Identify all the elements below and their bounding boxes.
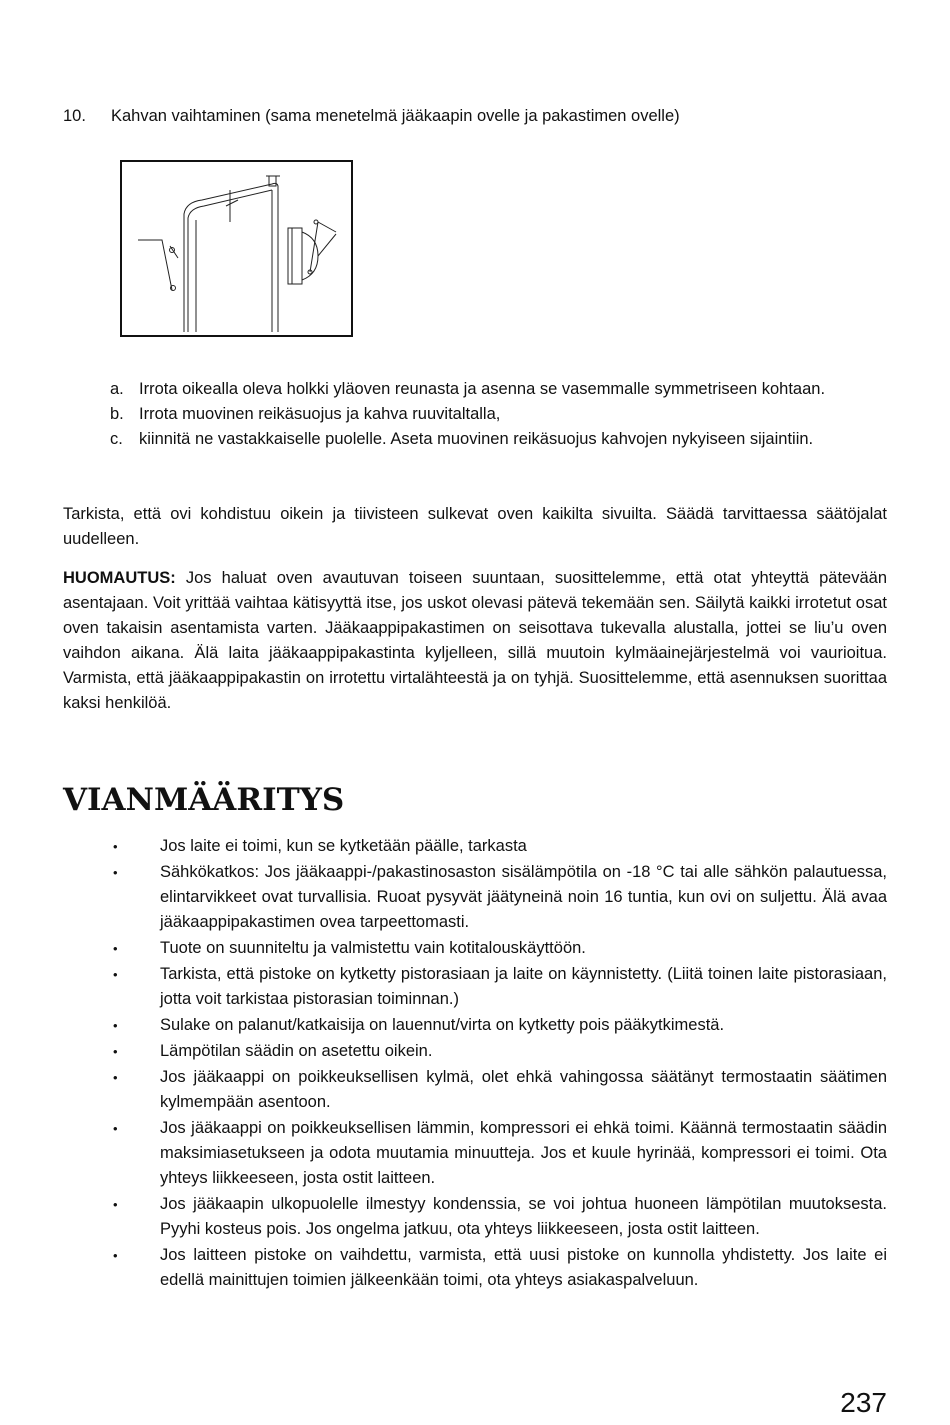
step-text: Irrota muovinen reikäsuojus ja kahva ruuvitaltalla, [139,405,501,423]
bullet-icon: • [113,1018,118,1033]
bullet-icon: • [113,967,118,982]
bullet-icon: • [113,865,118,880]
bullet-icon: • [113,1121,118,1136]
troubleshooting-title: VIANMÄÄRITYS [63,782,345,818]
list-item [110,1013,887,1038]
list-item [110,936,887,961]
bullet-icon: • [113,839,118,854]
list-item-text: Sulake on palanut/katkaisija on lauennut/virta on kytketty pois pääkytkimestä. [160,1016,725,1034]
bullet-icon: • [113,941,118,956]
section-title: Kahvan vaihtaminen (sama menetelmä jääkaapin ovelle ja pakastimen ovelle) [111,107,680,125]
bullet-icon: • [113,1248,118,1263]
step-letter: b. [110,405,124,423]
note-label: HUOMAUTUS: [63,569,176,587]
step-letter: a. [110,380,124,398]
list-item [110,1116,887,1191]
list-item-text: Tarkista, että pistoke on kytketty pistorasiaan ja laite on käynnistetty. (Liitä toinen laite pistorasiaan, jotta voit tarkistaa pistorasian toiminnan.) [160,965,887,1008]
list-item-text: Tuote on suunniteltu ja valmistettu vain kotitalouskäyttöön. [160,939,586,957]
list-item-text: Jos jääkaapin ulkopuolelle ilmestyy kondenssia, se voi johtua huoneen lämpötilan muutoksesta. Pyyhi kosteus pois. Jos ongelma jatkuu, ota yhteys liikkeeseen, josta ostit laitteen. [160,1195,887,1238]
note-paragraph [63,566,887,716]
list-item [110,962,887,1012]
step-letter: c. [110,430,123,448]
list-item-text: Jos laite ei toimi, kun se kytketään päälle, tarkasta [160,837,527,855]
step-item [110,427,887,452]
list-item-text: Lämpötilan säädin on asetettu oikein. [160,1042,433,1060]
list-item [110,860,887,935]
step-text: kiinnitä ne vastakkaiselle puolelle. Aseta muovinen reikäsuojus kahvojen nykyiseen sijaintiin. [139,430,814,448]
list-item [110,1065,887,1115]
section-number: 10. [63,107,86,125]
step-text: Irrota oikealla oleva holkki yläoven reunasta ja asenna se vasemmalle symmetriseen kohtaan. [139,380,826,398]
bullet-icon: • [113,1197,118,1212]
bullet-icon: • [113,1044,118,1059]
list-item [110,1192,887,1242]
list-item [110,1039,887,1064]
list-item-text: Jos laitteen pistoke on vaihdettu, varmista, että uusi pistoke on kunnolla yhdistetty. Jos laite ei edellä mainittujen toimien jälkeenkään toimi, ota yhteys asiakaspalveluun. [160,1246,887,1289]
note-text: Jos haluat oven avautuvan toiseen suuntaan, suosittelemme, että otat yhteyttä pätevään asentajaan. Voit yrittää vaihtaa kätisyyttä itse, jos uskot olevasi pätevä tekemään sen. Säilytä kaikki irrotetut osat oven takaisin asentamista varten. Jääkaappipakastimen on seisottava tukevalla alustalla, jottei se liu’u oven vaihdon aikana. Älä laita jääkaappipakastinta kyljelleen, sillä muutoin kylmäainejärjestelmä voi vaurioitua. Varmista, että jääkaappipakastin on irrotettu virtalähteestä ja on tyhjä. Suosittelemme, että asennuksen suorittaa kaksi henkilöä. [63,569,887,712]
list-item [110,1243,887,1293]
troubleshooting-list [110,834,887,1294]
list-item [110,834,887,859]
list-item-text: Jos jääkaappi on poikkeuksellisen lämmin, kompressori ei ehkä toimi. Käännä termostaatin säädin maksimiasetukseen ja odota muutamia minuutteja. Jos et kuule hyrinää, kompressori ei toimi. Ota yhteys liikkeeseen, josta ostit laitteen. [160,1119,887,1187]
step-list [110,377,887,452]
step-item [110,377,887,402]
door-handle-illustration [120,160,353,337]
list-item-text: Jos jääkaappi on poikkeuksellisen kylmä, olet ehkä vahingossa säätänyt termostaatin säätimen kylmempään asentoon. [160,1068,887,1111]
door-handle-drawing [122,162,351,335]
bullet-icon: • [113,1070,118,1085]
alignment-check-paragraph: Tarkista, että ovi kohdistuu oikein ja tiivisteen sulkevat oven kaikilta sivuilta. Säädä tarvittaessa säätöjalat uudelleen. [63,505,887,548]
list-item-text: Sähkökatkos: Jos jääkaappi-/pakastinosaston sisälämpötila on -18 °C tai alle sähkön palautuessa, elintarvikkeet ovat turvallisia. Ruoat pysyvät jäätyneinä noin 16 tuntia, kun ovi on suljettu. Älä avaa jääkaappipakastimen ovea tarpeettomasti. [160,863,887,931]
section-heading [63,104,893,129]
step-item [110,402,887,427]
page-number: 237 [840,1387,887,1418]
